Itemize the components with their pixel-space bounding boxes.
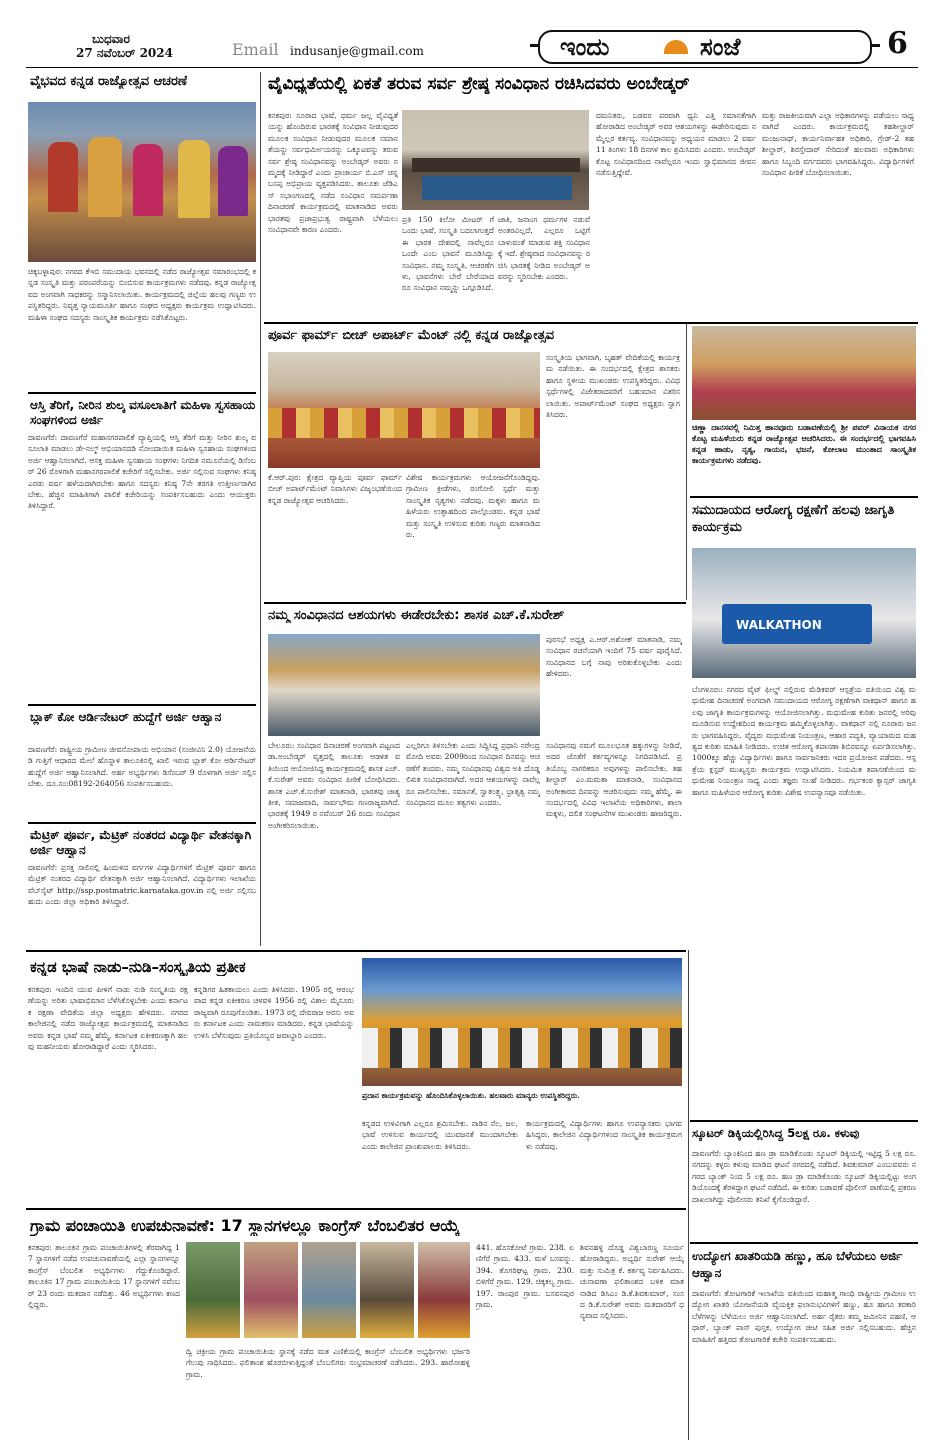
masthead <box>0 0 945 72</box>
purva-col2: ವಿಶೇಷ ಕಾರ್ಯಕ್ರಮಗಳು ಆಯೋಜನೆಗೊಂಡಿದ್ದವು. ಗ್ರಾಮೀಣ ಕ್ರೀಡೆಗಳು, ರಂಗೋಲಿ ಸ್ಪರ್ಧೆ ಮತ್ತು ಸಾಂಸ್ಕೃತಿಕ ನೃತ್ಯಗಳು ನಡೆದವು. ಮಕ್ಕಳು ಹಾಗೂ ಮಹಿಳೆಯರು ಉತ್ಸಾಹದಿಂದ ಪಾಲ್ಗೊಂಡರು. ಕನ್ನಡ ಭಾಷೆ ಮತ್ತು ಸಂಸ್ಕೃತಿ ಉಳಿಸುವ ಕುರಿತು ಗಣ್ಯರು ಮಾತನಾಡಿದರು. <box>406 473 540 540</box>
winner-photo-1 <box>186 1242 240 1338</box>
block-body: ದಾವಣಗೆರೆ: ರಾಷ್ಟ್ರೀಯ ಗ್ರಾಮೀಣ ಜೀವನೋಪಾಯ ಅಭಿಯಾನ (ಸಂಜೀವಿನಿ 2.0) ಯೋಜನೆಯಡಿ ಗುತ್ತಿಗೆ ಆಧಾರದ ಮೇಲೆ ಹೊನ್ನಾಳಿ ತಾಲೂಕಿನಲ್ಲಿ ಖಾಲಿ ಇರುವ ಬ್ಲಾಕ್ ಕೋ ಆರ್ಡಿನೇಟರ್ ಹುದ್ದೆಗೆ ಅರ್ಜಿ ಆಹ್ವಾನಿಸಲಾಗಿದೆ. ಅರ್ಹ ಅಭ್ಯರ್ಥಿಗಳು ಡಿಸೆಂಬರ್ 9 ರೊಳಗಾಗಿ ಅರ್ಜಿ ಸಲ್ಲಿಸಬೇಕು. ದೂ.ಸಂ:08192-264056 ಸಂಪರ್ಕಿಸಬಹುದು. <box>28 745 256 789</box>
block-article <box>26 708 258 820</box>
lead-col5: ಮತ್ತು ರಾಜಕೀಯವಾಗಿ ಎಲ್ಲಾ ಅಧಿಕಾರಗಳನ್ನು ಪಡೆಯಲು ಸಾಧ್ಯವಾಗಿದೆ ಎಂದರು. ಕಾರ್ಯಕ್ರಮದಲ್ಲಿ ತಹಶೀಲ್ದಾರ್ ಮಂಜುನಾಥ್, ಕಾರ್ಯನಿರ್ವಾಹಕ ಅಧಿಕಾರಿ, ಗ್ರೇಡ್-2 ತಹಶೀಲ್ದಾರ್, ಶಿರಸ್ತೇದಾರ್ ಸೇರಿದಂತೆ ಹಲವಾರು ಅಧಿಕಾರಿಗಳು ಹಾಗೂ ಸಿಬ್ಬಂದಿ ವರ್ಗದವರು ಭಾಗವಹಿಸಿದ್ದರು. ವಿದ್ಯಾರ್ಥಿಗಳಿಗೆ ಸಂವಿಧಾನ ಪೀಠಿಕೆ ಬೋಧಿಸಲಾಯಿತು. <box>762 111 914 178</box>
samvidhana-col1: ಬೇಲೂರು: ಸಂವಿಧಾನ ದಿನಾಚರಣೆ ಅಂಗವಾಗಿ ಪಟ್ಟಣದ ಡಾ.ಅಂಬೇಡ್ಕರ್ ವೃತ್ತದಲ್ಲಿ ತಾಲೂಕು ಆಡಳಿತ ವತಿಯಿಂದ ಆಯೋಜಿಸಿದ್ದ ಕಾರ್ಯಕ್ರಮದಲ್ಲಿ ಶಾಸಕ ಎಚ್.ಕೆ.ಸುರೇಶ್ ಅವರು ಸಂವಿಧಾನ ಪೀಠಿಕೆ ಬೋಧಿಸಿದರು. ಶಾಸಕ ಎಚ್.ಕೆ.ಸುರೇಶ್ ಮಾತನಾಡಿ, ಭಾರತವು ಜಾತ್ಯತೀತ, ಸಮಾಜವಾದಿ, ಸಾರ್ವಭೌಮ ಗಣರಾಜ್ಯವಾಗಿದೆ. ಭಾರತಕ್ಕೆ 1949 ರ ನವೆಂಬರ್ 26 ರಂದು ಸಂವಿಧಾನ ಅಂಗೀಕರಿಸಲಾಯಿತು. <box>268 741 400 830</box>
grama-col1: ಕನಕಪುರ: ತಾಲೂಕಿನ ಗ್ರಾಮ ಪಂಚಾಯಿತಿಗಳಲ್ಲಿ ತೆರವಾಗಿದ್ದ 17 ಸ್ಥಾನಗಳಿಗೆ ನಡೆದ ಉಪಚುನಾವಣೆಯಲ್ಲಿ ಎಲ್ಲಾ ಸ್ಥಾನಗಳನ್ನೂ ಕಾಂಗ್ರೆಸ್ ಬೆಂಬಲಿತ ಅಭ್ಯರ್ಥಿಗಳು ಗೆದ್ದುಕೊಂಡಿದ್ದಾರೆ. ತಾಲೂಕಿನ 17 ಗ್ರಾಮ ಪಂಚಾಯಿತಿಯ 17 ಸ್ಥಾನಗಳಿಗೆ ನವೆಂಬರ್ 23 ರಂದು ಮತದಾನ ನಡೆದಿತ್ತು. 46 ಅಭ್ಯರ್ಥಿಗಳು ಕಣದಲ್ಲಿದ್ದರು. <box>28 1243 180 1310</box>
samvidhana-col3: ಸಂವಿಧಾನವು ನಮಗೆ ಮೂಲಭೂತ ಹಕ್ಕುಗಳನ್ನು ನೀಡಿದೆ, ಅದರ ಜೊತೆಗೆ ಕರ್ತವ್ಯಗಳನ್ನೂ ನಿಗದಿಪಡಿಸಿದೆ. ಪ್ರತಿಯೊಬ್ಬ ನಾಗರಿಕರೂ ಅವುಗಳನ್ನು ಪಾಲಿಸಬೇಕು. ತಹಶೀಲ್ದಾರ್ ಎಂ.ಮಮತಾ ಮಾತನಾಡಿ, ಸಂವಿಧಾನದ ಅಂಗೀಕಾರದ ದಿನವನ್ನು ಆಚರಿಸುವುದು ನಮ್ಮ ಹೆಮ್ಮೆ. ಈ ಸಂದರ್ಭದಲ್ಲಿ ವಿವಿಧ ಇಲಾಖೆಯ ಅಧಿಕಾರಿಗಳು, ಶಾಲಾ ಮಕ್ಕಳು, ದಲಿತ ಸಂಘಟನೆಗಳ ಮುಖಂಡರು ಹಾಜರಿದ್ದರು. <box>546 741 682 819</box>
grama-col4: ಶಿವನಹಳ್ಳಿ ದೊಡ್ಡ ವಿಶ್ವಬಾರಣ್ಣ ಸೂರ್ಯ ಹೋರಾಡಿದ್ದರು. ಅಭ್ಯರ್ಥಿ ಸುರೇಶ್ ಆಯ್ಕೆ ಮತ್ತು ಸುಮಿತ್ರ ಕೆ. ಕರ್ತವ್ಯ ನಿರ್ವಹಿಸಿದರು. ಚುನಾವಣಾ ಫಲಿತಾಂಶದ ಬಳಿಕ ಮಾತನಾಡಿದ ಡಿಸಿಎಂ ಡಿ.ಕೆ.ಶಿವಕುಮಾರ್, ಸಂಸದ ಡಿ.ಕೆ.ಸುರೇಶ್ ಅವರು ಮತದಾರರಿಗೆ ಧನ್ಯವಾದ ಸಲ್ಲಿಸಿದರು. <box>580 1243 684 1321</box>
purva-col3: ಸಂಸ್ಕೃತಿಯ ಭಾಗವಾಗಿ, ಬೃಹತ್ ವೇದಿಕೆಯಲ್ಲಿ ಕಾರ್ಯಕ್ರಮ ನಡೆಯಿತು. ಈ ಸಂದರ್ಭದಲ್ಲಿ ಕ್ಷೇತ್ರದ ಶಾಸಕರು ಹಾಗೂ ಸ್ಥಳೀಯ ಮುಖಂಡರು ಉಪಸ್ಥಿತರಿದ್ದರು. ವಿವಿಧ ಸ್ಪರ್ಧೆಗಳಲ್ಲಿ ವಿಜೇತರಾದವರಿಗೆ ಬಹುಮಾನ ವಿತರಿಸಲಾಯಿತು. ಅಪಾರ್ಟ್‌ಮೆಂಟ್ ಸಂಘದ ಅಧ್ಯಕ್ಷರು ಸ್ವಾಗತಿಸಿದರು. <box>546 353 680 420</box>
logo-text: ಇಂದು <box>560 33 610 61</box>
rajyotsava-article <box>26 72 258 390</box>
lead-col1: ಕನಕಪುರ: ಸೂರಾದ ಭಾಷೆ, ಧರ್ಮ ಜಲ್ಲ ವೈವಿಧ್ಯತೆ ಯನ್ನು ಹೊಂದಿರುವ ಭಾರತಕ್ಕೆ ಸಂವಿಧಾನ ನೀಡುವುದರ ಮೂಲಕ ಸಂವಿಧಾನ ನೀಡುವುದರ ಮೂಲಕ ಸಮಾನತೆಯನ್ನು ಸರ್ವಧರ್ಮೀಯರನ್ನು ಒಕ್ಕೂಟವನ್ನು ತರುವ ಸರ್ವ ಶ್ರೇಷ್ಠ ಸಂವಿಧಾನವನ್ನು ಅಂಬೇಡ್ಕರ್ ಅವರು ನಮ್ಮದಕ್ಕೆ ನೀಡಿದ್ದಾರೆ ಎಂದು ಪ್ರಾಚಾರ್ಯ ಬಿ.ಎಸ್ ಚನ್ನಬಸಪ್ಪ ಅಭಿಪ್ರಾಯ ವ್ಯಕ್ತಪಡಿಸಿದರು. ತಾಲೂಕು ಜೆಡಿಎಸ್ ಸಭಾಂಗಣದಲ್ಲಿ ನಡೆದ ಸಂವಿಧಾನ ಸಮರ್ಪಣಾ ದಿನಾಚರಣೆ ಕಾರ್ಯಕ್ರಮದಲ್ಲಿ ಮಾತನಾಡಿದ ಅವರು ಭಾರತವು ಪ್ರಜಾಪ್ರಭುತ್ವ ರಾಷ್ಟ್ರವಾಗಿ ಬೆಳೆಯಲು ಸಂವಿಧಾನವೇ ಕಾರಣ ಎಂದರು. <box>268 111 398 235</box>
purva-photo <box>268 352 540 468</box>
kannada-photo <box>362 958 682 1086</box>
kannada-col1: ಕನಕಪುರ: ಇಂದಿನ ಯುವ ಪೀಳಿಗೆ ನಾಡು ನುಡಿ ಸಂಸ್ಕೃತಿಯ ರಕ್ಷಣೆಯನ್ನು ಅರಿತು ಭಾಷಾಭಿಮಾನ ಬೆಳೆಸಿಕೊಳ್ಳಬೇಕು ಎಂದು ಕರ್ನಾಟಕ ರಕ್ಷಣಾ ವೇದಿಕೆಯ ಜಿಲ್ಲಾ ಅಧ್ಯಕ್ಷರು ಹೇಳಿದರು. ನಗರದ ಕಾಲೇಜಿನಲ್ಲಿ ನಡೆದ ರಾಜ್ಯೋತ್ಸವ ಕಾರ್ಯಕ್ರಮದಲ್ಲಿ ಮಾತನಾಡಿದ ಅವರು ಕನ್ನಡ ಭಾಷೆ ನಮ್ಮ ಹೆಮ್ಮೆ. ಕರ್ನಾಟಕ ಏಕೀಕರಣಕ್ಕಾಗಿ ಹಲವು ಮಹನೀಯರು ಹೋರಾಡಿದ್ದಾರೆ ಎಂದು ಸ್ಮರಿಸಿದರು. <box>28 985 188 1052</box>
rajyotsava-photo <box>28 102 256 262</box>
lead-photo <box>402 110 589 210</box>
winner-photo-4 <box>360 1242 414 1338</box>
walkathon-photo <box>692 548 916 678</box>
samvidhana-right-top: ಪುರಸಭೆ ಅಧ್ಯಕ್ಷ ಎ.ಆರ್.ಅಶೋಕ್ ಮಾತನಾಡಿ, ನಮ್ಮ ಸಂವಿಧಾನ ರಚನೆಯಾಗಿ ಇಂದಿಗೆ 75 ವರ್ಷ ಪೂರೈಸಿದೆ. ಸಂವಿಧಾನದ ಬಗ್ಗೆ ನಾವು ಅರಿತುಕೊಳ್ಳಬೇಕು ಎಂದು ಹೇಳಿದರು. <box>546 635 682 679</box>
scooter-article <box>690 1122 918 1240</box>
women-group-caption: ಚಿಣ್ಣಾ ದಾನಸವಲ್ಲಿ ನಿಮಿತ್ತ ಹಾನವೂರು ಬಡಾವಣೆಯಲ್ಲಿ ಶ್ರೀ ಪವರ್ ವಿನಾಯಕ ನಗರ ಕೊಟ್ಟ ಮಹಿಳೆಯರು ಕನ್ನಡ ರಾಜ್ಯೋತ್ಸವ ಆಚರಿಸಿದರು. ಈ ಸಂದರ್ಭದಲ್ಲಿ ಭಾಗವಹಿಸಿ ಕನ್ನಡ ಹಾಡು, ನೃತ್ಯ, ಗಾಯನ, ಭಜನೆ, ಕೋಲಾಟ ಮುಂತಾದ ಸಾಂಸ್ಕೃತಿಕ ಕಾರ್ಯಕ್ರಮಗಳು ನಡೆದವು. <box>692 423 916 465</box>
health-headline: ಸಮುದಾಯದ ಆರೋಗ್ಯ ರಕ್ಷಣೆಗೆ ಹಲವು ಜಾಗೃತಿ ಕಾರ್ಯಕ್ರಮ <box>692 503 895 535</box>
email-label: Email <box>232 40 279 59</box>
water-article <box>26 396 258 696</box>
purva-caption: ಕೆ.ಆರ್.ಪುರ: ಕ್ಷೇತ್ರದ ವ್ಯಾಪ್ತಿಯ ಪೂರ್ವ ಫಾರ್ಮ್ ಬೀಚ್ ಅಪಾರ್ಟ್‌ಮೆಂಟ್ ನಿವಾಸಿಗಳು ವಿಜೃಂಭಣೆಯಿಂದ ಕನ್ನಡ ರಾಜ್ಯೋತ್ಸವ ಆಚರಿಸಿದರು. <box>268 473 402 505</box>
kannada-col3b: ಕಾರ್ಯಕ್ರಮದಲ್ಲಿ ವಿದ್ಯಾರ್ಥಿಗಳು ಹಾಗೂ ಉಪನ್ಯಾಸಕರು ಭಾಗವಹಿಸಿದ್ದರು. ಕಾಲೇಜಿನ ವಿದ್ಯಾರ್ಥಿಗಳಿಂದ ಸಾಂಸ್ಕೃತಿಕ ಕಾರ್ಯಕ್ರಮಗಳು ನಡೆದವು. <box>526 1119 682 1151</box>
scholar-headline: ಮೆಟ್ರಿಕ್ ಪೂರ್ವ, ಮೆಟ್ರಿಕ್ ನಂತರದ ವಿದ್ಯಾರ್ಥಿ ವೇತನಕ್ಕಾಗಿ ಅರ್ಜಿ ಆಹ್ವಾನ <box>30 828 252 857</box>
scooter-body: ದಾವಣಗೆರೆ: ಬ್ಯಾಂಕಿನಿಂದ ಹಣ ಡ್ರಾ ಮಾಡಿಕೊಂಡು ಸ್ಕೂಟರ್ ಡಿಕ್ಕಿಯಲ್ಲಿ ಇಟ್ಟಿದ್ದ 5 ಲಕ್ಷ ರೂ. ನಗದನ್ನು ಕಳ್ಳರು ಕಳುವು ಮಾಡಿದ ಘಟನೆ ನಗರದಲ್ಲಿ ನಡೆದಿದೆ. ಶಿವಕುಮಾರ್ ಎಂಬುವವರು ನಗರದ ಬ್ಯಾಂಕ್ ನಿಂದ 5 ಲಕ್ಷ ರೂ. ಹಣ ಡ್ರಾ ಮಾಡಿಕೊಂಡು ಸ್ಕೂಟರ್ ಡಿಕ್ಕಿಯಲ್ಲಿಟ್ಟು ಅಂಗಡಿಯೊಂದಕ್ಕೆ ತೆರಳಿದ್ದಾಗ ಘಟನೆ ನಡೆದಿದೆ. ಈ ಕುರಿತು ಬಡಾವಣೆ ಪೊಲೀಸ್ ಠಾಣೆಯಲ್ಲಿ ಪ್ರಕರಣ ದಾಖಲಾಗಿದ್ದು ಪೊಲೀಸರು ತನಿಖೆ ಕೈಗೊಂಡಿದ್ದಾರೆ. <box>692 1149 916 1204</box>
scholar-body: ದಾವಣಗೆರೆ: ಪ್ರಸಕ್ತ ಸಾಲಿನಲ್ಲಿ ಹಿಂದುಳಿದ ವರ್ಗಗಳ ವಿದ್ಯಾರ್ಥಿಗಳಿಗೆ ಮೆಟ್ರಿಕ್ ಪೂರ್ವ ಹಾಗೂ ಮೆಟ್ರಿಕ್ ನಂತರದ ವಿದ್ಯಾರ್ಥಿ ವೇತನಕ್ಕಾಗಿ ಅರ್ಜಿ ಆಹ್ವಾನಿಸಲಾಗಿದೆ. ವಿದ್ಯಾರ್ಥಿಗಳು ಇಲಾಖೆಯ ವೆಬ್‌ಸೈಟ್ http://ssp.postmatric.karnataka.gov.in ನಲ್ಲಿ ಅರ್ಜಿ ಸಲ್ಲಿಸಬಹುದು ಎಂದು ಜಿಲ್ಲಾ ಅಧಿಕಾರಿ ತಿಳಿಸಿದ್ದಾರೆ. <box>28 863 256 907</box>
winners-photo-strip <box>186 1242 470 1342</box>
winner-photo-2 <box>244 1242 298 1338</box>
walkathon-banner: WALKATHON <box>736 618 822 632</box>
email-address[interactable]: indusanje@gmail.com <box>290 44 424 58</box>
rajyotsava-body: ಚಿಕ್ಕಬಳ್ಳಾಪುರ: ನಗರದ ಕೆಇಬಿ ಸಮುದಾಯ ಭವನದಲ್ಲಿ ನಡೆದ ರಾಜ್ಯೋತ್ಸವ ಸಮಾರಂಭದಲ್ಲಿ ಕನ್ನಡ ಸಂಸ್ಕೃತಿ ಮತ್ತು ಪರಂಪರೆಯನ್ನು ಬಿಂಬಿಸುವ ಕಾರ್ಯಕ್ರಮಗಳು ನಡೆದವು. ಕನ್ನಡ ರಾಜ್ಯೋತ್ಸವದ ಅಂಗವಾಗಿ ಸಾಧಕರನ್ನು ಸನ್ಮಾನಿಸಲಾಯಿತು. ಕಾರ್ಯಕ್ರಮದಲ್ಲಿ ಜಿಲ್ಲೆಯ ಹಲವು ಗಣ್ಯರು ಉಪಸ್ಥಿತರಿದ್ದರು. ನಿವೃತ್ತ ನ್ಯಾಯಮೂರ್ತಿ ಹಾಗೂ ಸಂಘದ ಅಧ್ಯಕ್ಷರು ಕಾರ್ಯಕ್ರಮ ಉದ್ಘಾಟಿಸಿದರು. ಮಹಿಳಾ ಸಂಘದ ಸದಸ್ಯರು ಸಾಂಸ್ಕೃತಿಕ ಕಾರ್ಯಕ್ರಮ ನಡೆಸಿಕೊಟ್ಟರು. <box>28 267 256 322</box>
purva-headline: ಪೂರ್ವ ಫಾರ್ಮ್ ಬೀಚ್ ಅಪಾರ್ಟ್ ಮೆಂಟ್ ನಲ್ಲಿ ಕನ್ನಡ ರಾಜ್ಯೋತ್ಸವ <box>268 328 555 343</box>
kannada-col3a: ಕನ್ನಡದ ಉಳಿವಿಗಾಗಿ ಎಲ್ಲರೂ ಶ್ರಮಿಸಬೇಕು. ನಾಡಿನ ನೆಲ, ಜಲ, ಭಾಷೆ ಉಳಿಸುವ ಕಾರ್ಯದಲ್ಲಿ ಯುವಜನತೆ ಮುಂದಾಗಬೇಕು ಎಂದು ಕಾಲೇಜಿನ ಪ್ರಾಂಶುಪಾಲರು ತಿಳಿಸಿದರು. <box>362 1119 518 1151</box>
kannada-headline: ಕನ್ನಡ ಭಾಷೆ ನಾಡು–ನುಡಿ–ಸಂಸ್ಕೃತಿಯ ಪ್ರತೀಕ <box>30 958 246 976</box>
rajyotsava-headline: ವೈಭವದ ಕನ್ನಡ ರಾಜ್ಯೋತ್ಸವ ಆಚರಣೆ <box>30 74 188 89</box>
women-group-photo <box>692 326 916 420</box>
horti-article <box>690 1244 918 1440</box>
samvidhana-col2: ಎಲ್ಲರಿಗೂ ತಿಳಿಸಬೇಕು ಎಂದು ಸಿದ್ದಿಸಿದ್ದ ಪ್ರಧಾನಿ ನರೇಂದ್ರ ಮೋದಿ ಅವರು 2009ರಿಂದ ಸಂವಿಧಾನ ದಿನವನ್ನು ಆಚರಣೆಗೆ ತಂದರು. ನಮ್ಮ ಸಂವಿಧಾನವು ವಿಶ್ವದ ಅತಿ ದೊಡ್ಡ ಲಿಖಿತ ಸಂವಿಧಾನವಾಗಿದೆ. ಅದರ ಆಶಯಗಳನ್ನು ನಾವೆಲ್ಲರೂ ಪಾಲಿಸಬೇಕು. ಸಮಾನತೆ, ಸ್ವಾತಂತ್ರ್ಯ, ಭ್ರಾತೃತ್ವ ನಮ್ಮ ಸಂವಿಧಾನದ ಮೂಲ ತತ್ವಗಳು ಎಂದರು. <box>406 741 540 808</box>
grama-col3: 441. ಹೊಸಕೋಟೆ ಗ್ರಾಮ. 238. ಏಣಿಗೆರೆ ಗ್ರಾಮ. 433. ಮಳೆ ಬಸವನ್ನು. 394. ತೊಗರಿಘಟ್ಟ ಗ್ರಾಮ. 230. ಬಿಳಿಗೆರೆ ಗ್ರಾಮ. 129. ಚಿಕ್ಕಕಲ್ಯ ಗ್ರಾಮ. 197. ರಾಂಪುರ ಗ್ರಾಮ. ಬಸವನಪುರ ಗ್ರಾಮ. <box>476 1243 574 1310</box>
water-headline: ಆಸ್ತಿ ತೆರಿಗೆ, ನೀರಿನ ಶುಲ್ಕ ವಸೂಲಾತಿಗೆ ಮಹಿಳಾ ಸ್ವಸಹಾಯ ಸಂಘಗಳಿಂದ ಅರ್ಜಿ <box>30 398 256 427</box>
lead-headline: ವೈವಿಧ್ಯತೆಯಲ್ಲಿ ಏಕತೆ ತರುವ ಸರ್ವ ಶ್ರೇಷ್ಠ ಸಂವಿಧಾನ ರಚಿಸಿದವರು ಅಂಬೇಡ್ಕರ್ <box>268 74 690 94</box>
health-article <box>690 498 918 1118</box>
purva-side-photo-block <box>690 324 918 494</box>
grama-col2: ದ್ವಿ ಚಕ್ರೀಯ ಗ್ರಾಮ ಪಂಚಾಯಿತಿಯ ಸ್ಥಾನಕ್ಕೆ ನಡೆದ ಮತ ಎಣಿಕೆಯಲ್ಲಿ ಕಾಂಗ್ರೆಸ್ ಬೆಂಬಲಿತ ಅಭ್ಯರ್ಥಿಗಳು ಭರ್ಜರಿ ಗೆಲುವು ಸಾಧಿಸಿದರು. ಫಲಿತಾಂಶ ಹೊರಬೀಳುತ್ತಿದ್ದಂತೆ ಬೆಂಬಲಿಗರು ಸಂಭ್ರಮಾಚರಣೆ ನಡೆಸಿದರು. 293. ಹಾರೋಹಳ್ಳಿ ಗ್ರಾಮ. <box>186 1347 470 1379</box>
masthead-weekday: ಬುಧವಾರ <box>92 32 130 46</box>
horti-body: ದಾವಣಗೆರೆ: ತೋಟಗಾರಿಕೆ ಇಲಾಖೆಯ ವತಿಯಿಂದ ಮಹಾತ್ಮ ಗಾಂಧಿ ರಾಷ್ಟ್ರೀಯ ಗ್ರಾಮೀಣ ಉದ್ಯೋಗ ಖಾತರಿ ಯೋಜನೆಯಡಿ ವೈಯಕ್ತಿಕ ಫಲಾನುಭವಿಗಳಿಗೆ ಹಣ್ಣು, ಹೂ ಹಾಗೂ ತರಕಾರಿ ಬೆಳೆಗಳನ್ನು ಬೆಳೆಯಲು ಅರ್ಜಿ ಆಹ್ವಾನಿಸಲಾಗಿದೆ. ಅರ್ಹ ರೈತರು ತಮ್ಮ ಜಮೀನಿನ ಪಹಣಿ, ಆಧಾರ್, ಬ್ಯಾಂಕ್ ಪಾಸ್ ಪುಸ್ತಕ, ಉದ್ಯೋಗ ಚೀಟಿ ಸಹಿತ ಅರ್ಜಿ ಸಲ್ಲಿಸಬಹುದು. ಹೆಚ್ಚಿನ ಮಾಹಿತಿಗೆ ಹತ್ತಿರದ ತೋಟಗಾರಿಕೆ ಕಚೇರಿ ಸಂಪರ್ಕಿಸಬಹುದು. <box>692 1289 916 1344</box>
winner-photo-5 <box>418 1242 470 1338</box>
lead-col3: ಜಾತಿ, ಜನಾಂಗ ಧರ್ಮಗಳ ನಡುವೆ ಅಂತರವಿಲ್ಲದೆ, ಎಲ್ಲರೂ ಒಟ್ಟಿಗೆ ಬಾಳುವಂತೆ ಮಾಡುವ ಶಕ್ತಿ ಸಂವಿಧಾನಕ್ಕೆ ಇದೆ. ಶ್ರೇಷ್ಠವಾದ ಸಂವಿಧಾನವನ್ನು ರಚಿಸಿ ಭಾರತಕ್ಕೆ ನೀಡಿದ ಅಂಬೇಡ್ಕರ್ ಅವರನ್ನು ಸ್ಮರಿಸಬೇಕು ಎಂದರು. <box>498 215 590 282</box>
block-headline: ಬ್ಲಾಕ್ ಕೋ ಆರ್ಡಿನೇಟರ್ ಹುದ್ದೆಗೆ ಅರ್ಜಿ ಆಹ್ವಾನ <box>30 710 222 724</box>
health-body: ಬೆಂಗಳೂರು: ನಗರದ ವೈಟ್ ಫೀಲ್ಡ್ ನಲ್ಲಿರುವ ಮೆಡಿಕವರ್ ಆಸ್ಪತ್ರೆಯ ವತಿಯಿಂದ ವಿಶ್ವ ಮಧುಮೇಹ ದಿನಾಚರಣೆ ಅಂಗವಾಗಿ ಸಮುದಾಯದ ಆರೋಗ್ಯ ರಕ್ಷಣೆಗಾಗಿ ವಾಕಥಾನ್ ಹಾಗೂ ಹಲವು ಜಾಗೃತಿ ಕಾರ್ಯಕ್ರಮಗಳನ್ನು ಆಯೋಜಿಸಲಾಗಿತ್ತು. ಮಧುಮೇಹ ಕುರಿತು ಜನರಲ್ಲಿ ಅರಿವು ಮೂಡಿಸುವ ಉದ್ದೇಶದಿಂದ ಕಾರ್ಯಕ್ರಮ ಹಮ್ಮಿಕೊಳ್ಳಲಾಗಿತ್ತು. ವಾಕಥಾನ್ ನಲ್ಲಿ ನೂರಾರು ಜನರು ಭಾಗವಹಿಸಿದ್ದರು. ವೈದ್ಯರು ಮಧುಮೇಹ ನಿಯಂತ್ರಣ, ಆಹಾರ ಪದ್ಧತಿ, ವ್ಯಾಯಾಮದ ಮಹತ್ವದ ಕುರಿತು ಮಾಹಿತಿ ನೀಡಿದರು. ಉಚಿತ ಆರೋಗ್ಯ ತಪಾಸಣಾ ಶಿಬಿರವನ್ನೂ ಏರ್ಪಡಿಸಲಾಗಿತ್ತು. 1000ಕ್ಕೂ ಹೆಚ್ಚು ವಿದ್ಯಾರ್ಥಿಗಳು ಹಾಗೂ ಸಾರ್ವಜನಿಕರು ಇದರ ಪ್ರಯೋಜನ ಪಡೆದರು. ಆಸ್ಪತ್ರೆಯ ಕ್ಲಸ್ಟರ್ ಮುಖ್ಯಸ್ಥರು ಕಾರ್ಯಕ್ರಮ ಉದ್ಘಾಟಿಸಿದರು. ನಿಯಮಿತ ತಪಾಸಣೆಯಿಂದ ಮಧುಮೇಹ ನಿಯಂತ್ರಣ ಸಾಧ್ಯ ಎಂದು ತಜ್ಞರು ಸಲಹೆ ನೀಡಿದರು. ಗರ್ಭಕಂಠ ಕ್ಯಾನ್ಸರ್ ಜಾಗೃತಿ ಹಾಗೂ ಮಹಿಳೆಯರ ಆರೋಗ್ಯ ಕುರಿತು ವಿಶೇಷ ಉಪನ್ಯಾಸವೂ ನಡೆಯಿತು. <box>692 685 916 797</box>
samvidhana-photo <box>268 634 540 736</box>
scooter-headline: ಸ್ಕೂಟರ್ ಡಿಕ್ಕಿಯಲ್ಲಿರಿಸಿದ್ದ 5ಲಕ್ಷ ರೂ. ಕಳುವು <box>692 1126 860 1140</box>
kannada-col2: ಕನ್ನಡಿಗರ ಹಿತಕಾಯಲು ಎಂದು ತಿಳಿಸಿದರು. 1905 ರಲ್ಲಿ ಆರಂಭವಾದ ಕನ್ನಡ ಏಕೀಕರಣ ಚಳವಳಿ 1956 ರಲ್ಲಿ ವಿಶಾಲ ಮೈಸೂರು ರಾಜ್ಯವಾಗಿ ರೂಪುಗೊಂಡಿತು. 1973 ರಲ್ಲಿ ದೇವರಾಜ ಅರಸು ಅವರು ಕರ್ನಾಟಕ ಎಂದು ನಾಮಕರಣ ಮಾಡಿದರು. ಕನ್ನಡ ಭಾಷೆಯನ್ನು ಉಳಿಸಿ ಬೆಳೆಸುವುದು ಪ್ರತಿಯೊಬ್ಬರ ಜವಾಬ್ದಾರಿ ಎಂದರು. <box>194 985 354 1040</box>
lead-article <box>264 72 918 320</box>
lead-col2: ಪ್ರತಿ 150 ಕಿಲೋ ಮೀಟರ್ ಗೆ ಒಂದು ಭಾಷೆ, ಸಂಸ್ಕೃತಿ ಬದಲಾಗುತ್ತದೆ ಈ ಭಾರತ ದೇಶದಲ್ಲಿ ನಾವೆಲ್ಲರೂ ಒಂದೇ ಎಂಬ ಭಾವನೆ ಮೂಡಿಸಿದ್ದು ಸಂವಿಧಾನ. ನಮ್ಮ ಸಂಸ್ಕೃತಿ, ಆಚರಣೆಗಳು, ಭಾವನೆಗಳು ಬೇರೆ ಬೇರೆಯಾದರೂ ಸಂವಿಧಾನ ನಮ್ಮನ್ನು ಒಗ್ಗೂಡಿಸಿದೆ. <box>402 215 494 293</box>
lead-col4: ದಮನಿತರು, ಬಡವರ ಪರವಾಗಿ ಧ್ವನಿ ಎತ್ತಿ ಸಮಾನತೆಗಾಗಿ ಹೋರಾಡಿದ ಅಂಬೇಡ್ಕರ್ ಅವರ ಆಶಯಗಳನ್ನು ಈಡೇರಿಸುವುದು ನಮ್ಮೆಲ್ಲರ ಕರ್ತವ್ಯ. ಸಂವಿಧಾನವನ್ನು ಅಧ್ಯಯನ ಮಾಡಲು 2 ವರ್ಷ 11 ತಿಂಗಳು 18 ದಿನಗಳ ಕಾಲ ಶ್ರಮಿಸಿದರು ಎಂದರು. ಅಂಬೇಡ್ಕರ್ ಕೊಟ್ಟ ಸಂವಿಧಾನದಿಂದ ನಾವೆಲ್ಲರೂ ಇಂದು ಸ್ವಾಭಿಮಾನದ ಜೀವನ ನಡೆಸುತ್ತಿದ್ದೇವೆ. <box>596 111 756 178</box>
masthead-date: 27 ನವೆಂಬರ್ 2024 <box>76 46 173 60</box>
water-body: ದಾವಣಗೆರೆ: ದಾವಣಗೆರೆ ಮಹಾನಗರಪಾಲಿಕೆ ವ್ಯಾಪ್ತಿಯಲ್ಲಿ ಆಸ್ತಿ ತೆರಿಗೆ ಮತ್ತು ನೀರಿನ ಶುಲ್ಕ ವಸೂಲಾತಿ ಮಾಡಲು ಡೇ-ನಲ್ಮ್ ಅಭಿಯಾನದಡಿ ನೋಂದಾಯಿತ ಮಹಿಳಾ ಸ್ವಸಹಾಯ ಸಂಘಗಳಿಂದ ಅರ್ಜಿ ಆಹ್ವಾನಿಸಲಾಗಿದೆ. ಆಸಕ್ತ ಮಹಿಳಾ ಸ್ವಸಹಾಯ ಸಂಘಗಳು ನಿಗದಿತ ನಮೂನೆಯಲ್ಲಿ ಡಿಸೆಂಬರ್ 26 ರೊಳಗಾಗಿ ಮಹಾನಗರಪಾಲಿಕೆ ಕಚೇರಿಗೆ ಸಲ್ಲಿಸಬೇಕು. ಅರ್ಜಿ ಸಲ್ಲಿಸುವ ಸಂಘಗಳು ಕನಿಷ್ಠ ಎರಡು ವರ್ಷ ಹಳೆಯದಾಗಿರಬೇಕು ಹಾಗೂ ಸದಸ್ಯರು ಕನಿಷ್ಠ 7ನೇ ತರಗತಿ ಉತ್ತೀರ್ಣರಾಗಿರಬೇಕು. ಹೆಚ್ಚಿನ ಮಾಹಿತಿಗಾಗಿ ಪಾಲಿಕೆ ಕಚೇರಿಯನ್ನು ಸಂಪರ್ಕಿಸಬಹುದು ಎಂದು ಆಯುಕ್ತರು ತಿಳಿಸಿದ್ದಾರೆ. <box>28 433 256 511</box>
grama-headline: ಗ್ರಾಮ ಪಂಚಾಯಿತಿ ಉಪಚುನಾವಣೆ: 17 ಸ್ಥಾನಗಳಲ್ಲೂ ಕಾಂಗ್ರೆಸ್ ಬೆಂಬಲಿತರ ಆಯ್ಕೆ <box>30 1216 460 1235</box>
logo-text-2: ಸಂಜೆ <box>700 33 741 61</box>
horti-headline: ಉದ್ಯೋಗ ಖಾತರಿಯಡಿ ಹಣ್ಣು, ಹೂ ಬೆಳೆಯಲು ಅರ್ಜಿ ಆಹ್ವಾನ <box>692 1249 903 1280</box>
page-number: 6 <box>887 26 908 61</box>
grama-article <box>26 1210 686 1440</box>
kannada-article <box>26 952 686 1206</box>
samvidhana-article <box>264 604 686 946</box>
kannada-photo-caption: ಪ್ರದಾನ ಕಾರ್ಯಕ್ರಮವನ್ನು ಹೊಂದಿಸಿಕೊಳ್ಳಲಾಯಿತು. ಹಲವಾರು ಮಾನ್ಯರು ಉಪಸ್ಥಿತರಿದ್ದರು. <box>362 1091 580 1100</box>
purva-article <box>264 324 684 600</box>
winner-photo-3 <box>302 1242 356 1338</box>
samvidhana-headline: ನಮ್ಮ ಸಂವಿಧಾನದ ಆಶಯಗಳು ಈಡೇರಬೇಕು: ಶಾಸಕ ಎಚ್.ಕೆ.ಸುರೇಶ್ <box>268 608 565 623</box>
scholar-article <box>26 826 258 946</box>
logo <box>530 30 880 66</box>
